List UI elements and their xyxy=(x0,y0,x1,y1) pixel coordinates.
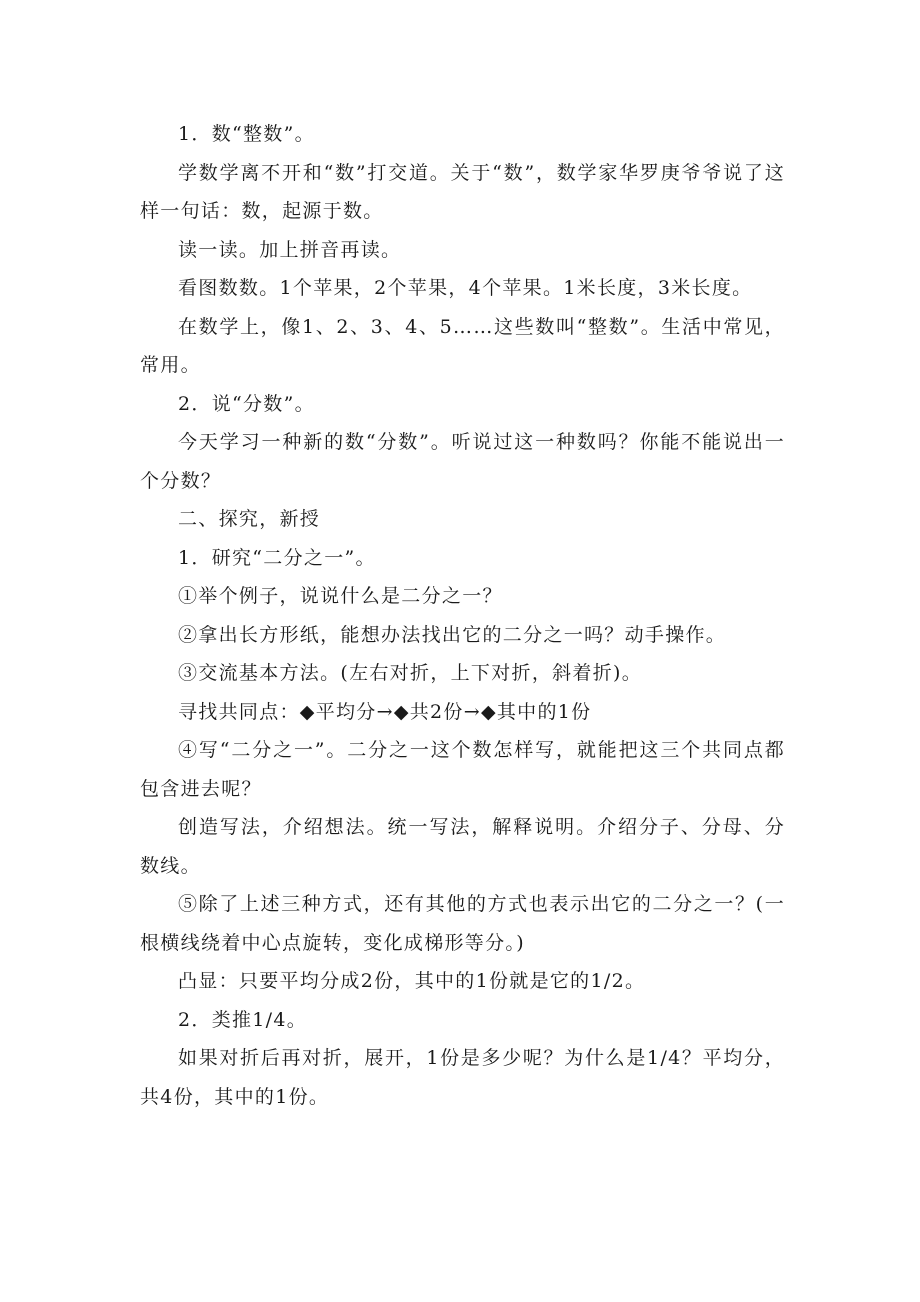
section-heading-explore: 二、探究，新授 xyxy=(178,508,321,530)
heading-count-integers: 1．数“整数”。 xyxy=(178,123,315,145)
step-1-example: ①举个例子，说说什么是二分之一？ xyxy=(178,585,503,607)
step-5-other-ways: ⑤除了上述三种方式，还有其他的方式也表示出它的二分之一？(一根横线绕着中心点旋转，变化成梯形等分。) xyxy=(140,893,785,954)
paragraph-fold-twice: 如果对折后再对折，展开，1份是多少呢？为什么是1/4？平均分，共4份，其中的1份。 xyxy=(140,1047,785,1108)
paragraph-read-aloud: 读一读。加上拼音再读。 xyxy=(178,238,402,261)
paragraph-common-points: 寻找共同点：◆平均分→◆共2份→◆其中的1份 xyxy=(178,700,592,723)
paragraph-new-number-fractions: 今天学习一种新的数“分数”。听说过这一种数吗？你能不能说出一个分数？ xyxy=(140,431,785,492)
paragraph-hua-luogeng-quote: 学数学离不开和“数”打交道。关于“数”，数学家华罗庚爷爷说了这样一句话：数，起源于数。 xyxy=(140,161,785,222)
heading-talk-fractions: 2．说“分数”。 xyxy=(178,392,315,415)
step-3-methods: ③交流基本方法。(左右对折，上下对折，斜着折)。 xyxy=(178,662,643,684)
paragraph-create-notation: 创造写法，介绍想法。统一写法，解释说明。介绍分子、分母、分数线。 xyxy=(140,816,785,877)
heading-study-one-half: 1．研究“二分之一”。 xyxy=(178,546,376,569)
step-4-write-one-half: ④写“二分之一”。二分之一这个数怎样写，就能把这三个共同点都包含进去呢？ xyxy=(140,739,785,800)
paragraph-count-pictures: 看图数数。1个苹果，2个苹果，4个苹果。1米长度，3米长度。 xyxy=(178,277,753,299)
document-body xyxy=(140,115,785,1116)
paragraph-highlight-one-half: 凸显：只要平均分成2份，其中的1份就是它的1/2。 xyxy=(178,970,646,992)
paragraph-integer-definition: 在数学上，像1、2、3、4、5……这些数叫“整数”。生活中常见，常用。 xyxy=(140,315,785,376)
heading-one-quarter: 2．类推1/4。 xyxy=(178,1008,308,1031)
step-2-paper: ②拿出长方形纸，能想办法找出它的二分之一吗？动手操作。 xyxy=(178,623,727,646)
